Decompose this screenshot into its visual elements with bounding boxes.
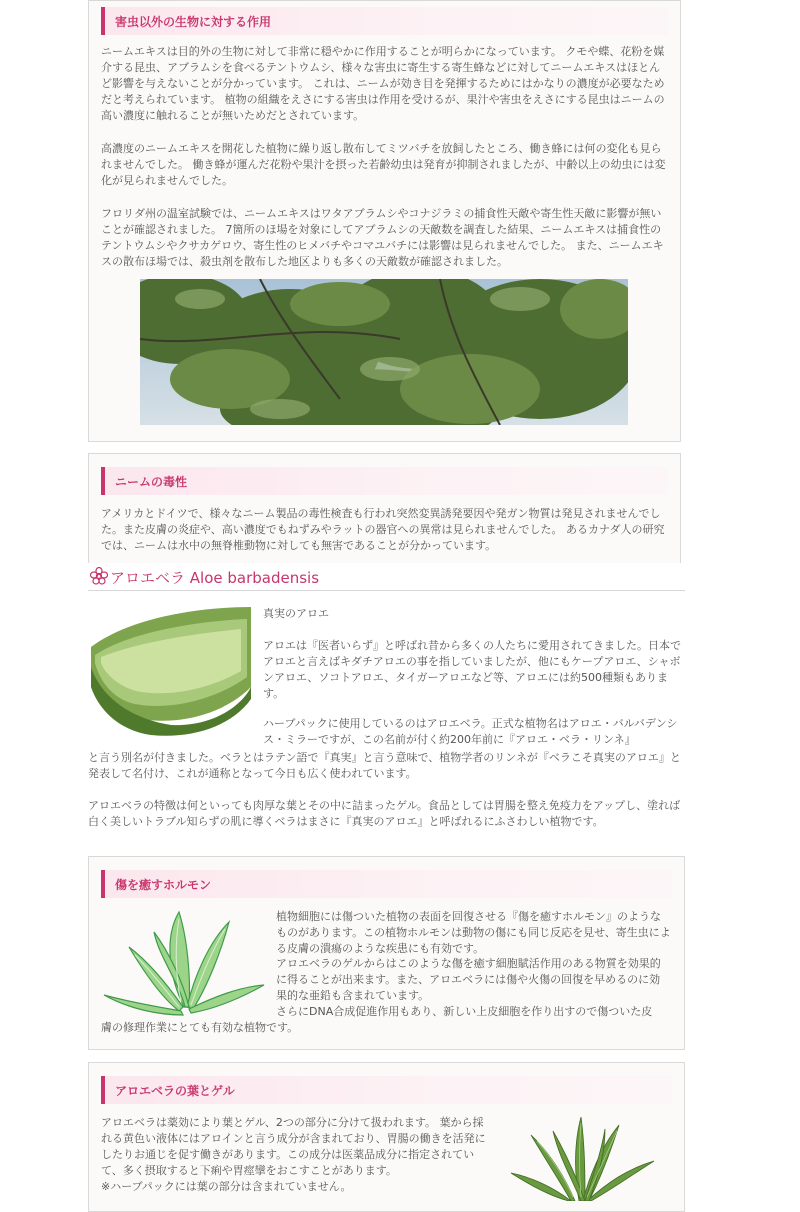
paragraph: フロリダ州の温室試験では、ニームエキスはワタアブラムシやコナジラミの捕食性天敵や寄生性天敵に影響が無いことが確認されました。 7箇所のほ場を対象にしてアブラムシの天敵数を調査した結果、ニームエキスは捕食性のテントウムシやクサカゲロウ、寄生性のヒメバチやコマユバチには影響は見られませんでした。 また、ニームエキスの散布ほ場では、殺虫剤を散布した地区よりも多くの天敵数が確認されました。 [101,207,664,268]
section-heading-bar [101,7,668,35]
paragraph: 植物細胞には傷ついた植物の表面を回復させる『傷を癒すホルモン』のようなものがあります。この植物ホルモンは動物の傷にも同じ反応を見せ、寄生虫による皮膚の潰瘍のような疾患にも有効です。 [276,910,671,955]
flower-icon [90,567,108,585]
paragraph: ハーブパックに使用しているのはアロエベラ。正式な植物名はアロエ・バルバデンシス・ミラーですが、この名前が付く約200年前に『アロエ・ベラ・リンネ』 [263,717,678,746]
section-heading: 害虫以外の生物に対する作用 [115,15,272,29]
section-neem-toxicity [88,453,681,563]
neem-tree-photo [140,279,628,425]
paragraph: と言う別名が付きました。ベラとはラテン語で『真実』と言う意味で、植物学者のリンネが『ベラこそ真実のアロエ』と発表して名付け、これが通称となって今日も広く使われています。 [88,751,681,780]
note: ※ハーブパックには葉の部分は含まれていません。 [101,1180,352,1193]
paragraph: さらにDNA合成促進作用もあり、新しい上皮細胞を作り出すので傷ついた皮 [276,1005,653,1018]
paragraph: アロエベラの特徴は何といっても肉厚な葉とその中に詰まったゲル。食品としては胃腸を整え免疫力をアップし、塗れば白く美しいトラブル知らずの肌に導くベラはまさに『真実のアロエ』と呼ばれるにふさわしい植物です。 [88,799,681,828]
paragraph: アロエベラは薬効により葉とゲル、2つの部分に分けて扱われます。 葉から採れる黄色い液体にはアロインと言う成分が含まれており、胃腸の働きを活発にしたりお通じを促す働きがあります。この成分は医薬品成分に指定されていて、多く摂取すると下痢や胃痙攣をおこすことがあります。 [101,1116,486,1177]
section-heading: ニームの毒性 [115,475,188,489]
section-heading: 傷を癒すホルモン [115,878,212,892]
section-heading-bar [101,1076,672,1104]
section-heading: アロエベラの葉とゲル [115,1084,235,1098]
section-healing-hormone [88,856,685,1050]
paragraph: 膚の修理作業にとても有効な植物です。 [101,1021,299,1034]
aloe-subtitle: 真実のアロエ [263,607,329,620]
paragraph: アロエは『医者いらず』と呼ばれ昔から多くの人たちに愛用されてきました。日本でアロエと言えばキダチアロエの事を指していましたが、他にもケープアロエ、シャボンアロエ、ソコトアロエ、タイガーアロエなど等、アロエには約500種類もあります。 [263,639,681,700]
paragraph: 高濃度のニームエキスを開花した植物に繰り返し散布してミツバチを放飼したところ、働き蜂には何の変化も見られませんでした。 働き蜂が運んだ花粉や果汁を摂った若齢幼虫は発育が抑制されましたが、中齢以上の幼虫には変化が見られませんでした。 [101,142,666,187]
section-leaf-and-gel [88,1062,685,1212]
aloe-leaf-cut-photo [91,607,251,741]
paragraph: ニームエキスは目的外の生物に対して非常に穏やかに作用することが明らかになっています。 クモや蝶、花粉を媒介する昆虫、アブラムシを食べるテントウムシ、様々な害虫に寄生する寄生蜂などに対してニームエキスはほとんど影響を与えないことが分かっています。 これは、ニームが効き目を発揮するためにはかなりの濃度が必要なためだと考えられています。 植物の組織をえさにする害虫は作用を受けるが、果汁や害虫をえさにする昆虫はニームの高い濃度に触れることが無いためだとされています。 [101,45,665,122]
paragraph: アロエベラのゲルからはこのような傷を癒す細胞賦活作用のある物質を効果的に得ることが出来ます。また、アロエベラには傷や火傷の回復を早めるのに効果的な亜鉛も含まれています。 [276,957,661,1002]
aloe-title-bar [88,564,685,591]
aloe-title: アロエベラ Aloe barbadensis [110,569,320,587]
section-heading-bar [101,467,668,495]
paragraph: アメリカとドイツで、様々なニーム製品の毒性検査も行われ突然変異誘発要因や発ガン物質は発見されませんでした。また皮膚の炎症や、高い濃度でもねずみやラットの器官への異常は見られませんでした。 あるカナダ人の研究では、ニームは水中の無脊椎動物に対しても無害であることが分かっています。 [101,507,665,552]
section-heading-bar [101,870,672,898]
aloe-plant-illustration [99,907,269,1017]
aloe-plant-photo [509,1117,659,1201]
section-non-target-effects [88,0,681,442]
